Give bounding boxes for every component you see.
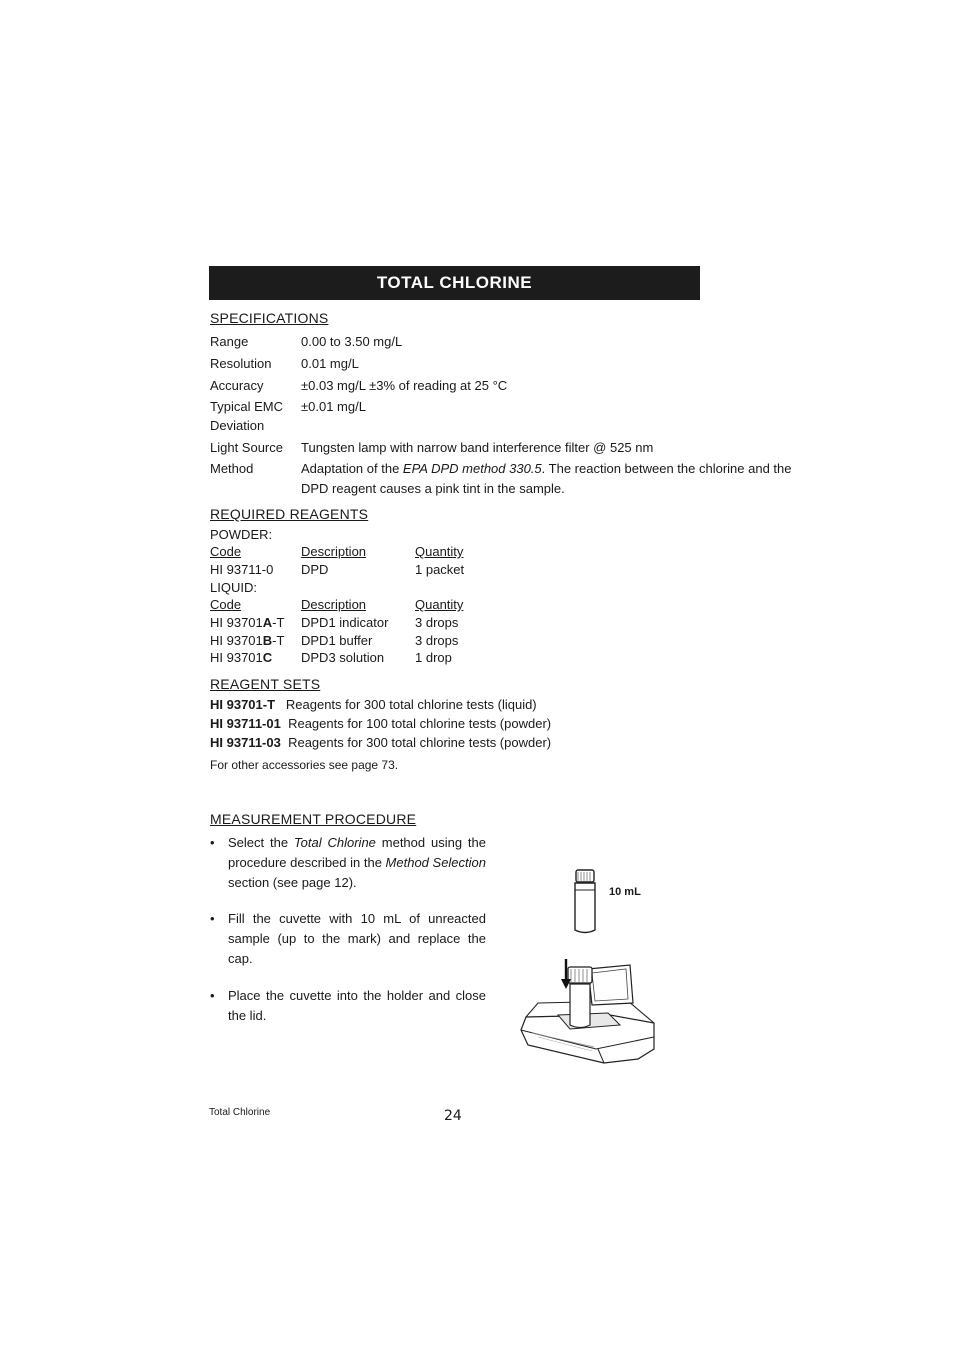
reagent-set-3: HI 93711-03 Reagents for 300 total chlorine tests (powder) bbox=[210, 735, 552, 750]
liquid-code-c: HI 93701C bbox=[210, 650, 273, 665]
footer-section-name: Total Chlorine bbox=[209, 1107, 271, 1118]
spec-label-accuracy: Accuracy bbox=[210, 378, 264, 393]
procedure-step-3: • Place the cuvette into the holder and close the lid. bbox=[210, 988, 486, 1023]
spec-value-method: Adaptation of the EPA DPD method 330.5. The reaction between the chlorine and the bbox=[301, 461, 792, 476]
spec-value-resolution: 0.01 mg/L bbox=[301, 356, 359, 371]
col-header-description: Description bbox=[301, 544, 367, 559]
liquid-quantity-c: 1 drop bbox=[415, 650, 452, 665]
col-header-description-liquid: Description bbox=[301, 597, 367, 612]
col-header-quantity-liquid: Quantity bbox=[415, 597, 464, 612]
spec-label-emc: Typical EMC bbox=[210, 399, 283, 414]
col-header-code: Code bbox=[210, 544, 242, 559]
liquid-description-c: DPD3 solution bbox=[301, 650, 385, 665]
spec-label-emc-deviation: Deviation bbox=[210, 418, 265, 433]
reagent-set-2: HI 93711-01 Reagents for 100 total chlorine tests (powder) bbox=[210, 716, 552, 731]
reagent-sets-heading: REAGENT SETS bbox=[210, 676, 321, 692]
liquid-code-a: HI 93701A-T bbox=[210, 615, 285, 630]
spec-label-range: Range bbox=[210, 334, 249, 349]
cuvette-illustration bbox=[570, 868, 600, 936]
liquid-label: LIQUID: bbox=[210, 580, 257, 595]
liquid-quantity-a: 3 drops bbox=[415, 615, 459, 630]
spec-label-light-source: Light Source bbox=[210, 440, 283, 455]
spec-label-method: Method bbox=[210, 461, 254, 476]
liquid-quantity-b: 3 drops bbox=[415, 633, 459, 648]
spec-label-resolution: Resolution bbox=[210, 356, 272, 371]
page-title: TOTAL CHLORINE bbox=[209, 266, 700, 300]
spec-value-emc: ±0.01 mg/L bbox=[301, 399, 366, 414]
powder-label: POWDER: bbox=[210, 527, 273, 542]
liquid-description-a: DPD1 indicator bbox=[301, 615, 389, 630]
powder-description: DPD bbox=[301, 562, 329, 577]
specifications-heading: SPECIFICATIONS bbox=[210, 310, 329, 326]
page-number: 24 bbox=[444, 1108, 462, 1124]
cuvette-volume-label: 10 mL bbox=[609, 886, 641, 898]
reagent-set-1: HI 93701-T Reagents for 300 total chlorine tests (liquid) bbox=[210, 697, 537, 712]
col-header-code-liquid: Code bbox=[210, 597, 242, 612]
spec-value-accuracy: ±0.03 mg/L ±3% of reading at 25 °C bbox=[301, 378, 508, 393]
required-reagents-heading: REQUIRED REAGENTS bbox=[210, 506, 369, 522]
accessories-note: For other accessories see page 73. bbox=[210, 758, 399, 772]
spec-value-range: 0.00 to 3.50 mg/L bbox=[301, 334, 403, 349]
spec-value-light-source: Tungsten lamp with narrow band interference filter @ 525 nm bbox=[301, 440, 654, 455]
procedure-step-1: • Select the Total Chlorine method using the procedure described in the Method Selection section (see page 12). bbox=[210, 835, 486, 890]
col-header-quantity: Quantity bbox=[415, 544, 464, 559]
powder-quantity: 1 packet bbox=[415, 562, 465, 577]
powder-code: HI 93711-0 bbox=[210, 562, 274, 577]
meter-holder-illustration bbox=[518, 955, 658, 1070]
procedure-step-2: • Fill the cuvette with 10 mL of unreacted sample (up to the mark) and replace the cap. bbox=[210, 911, 486, 966]
liquid-description-b: DPD1 buffer bbox=[301, 633, 373, 648]
procedure-heading: MEASUREMENT PROCEDURE bbox=[210, 811, 417, 827]
spec-value-method-line2: DPD reagent causes a pink tint in the sample. bbox=[301, 481, 565, 496]
liquid-code-b: HI 93701B-T bbox=[210, 633, 285, 648]
